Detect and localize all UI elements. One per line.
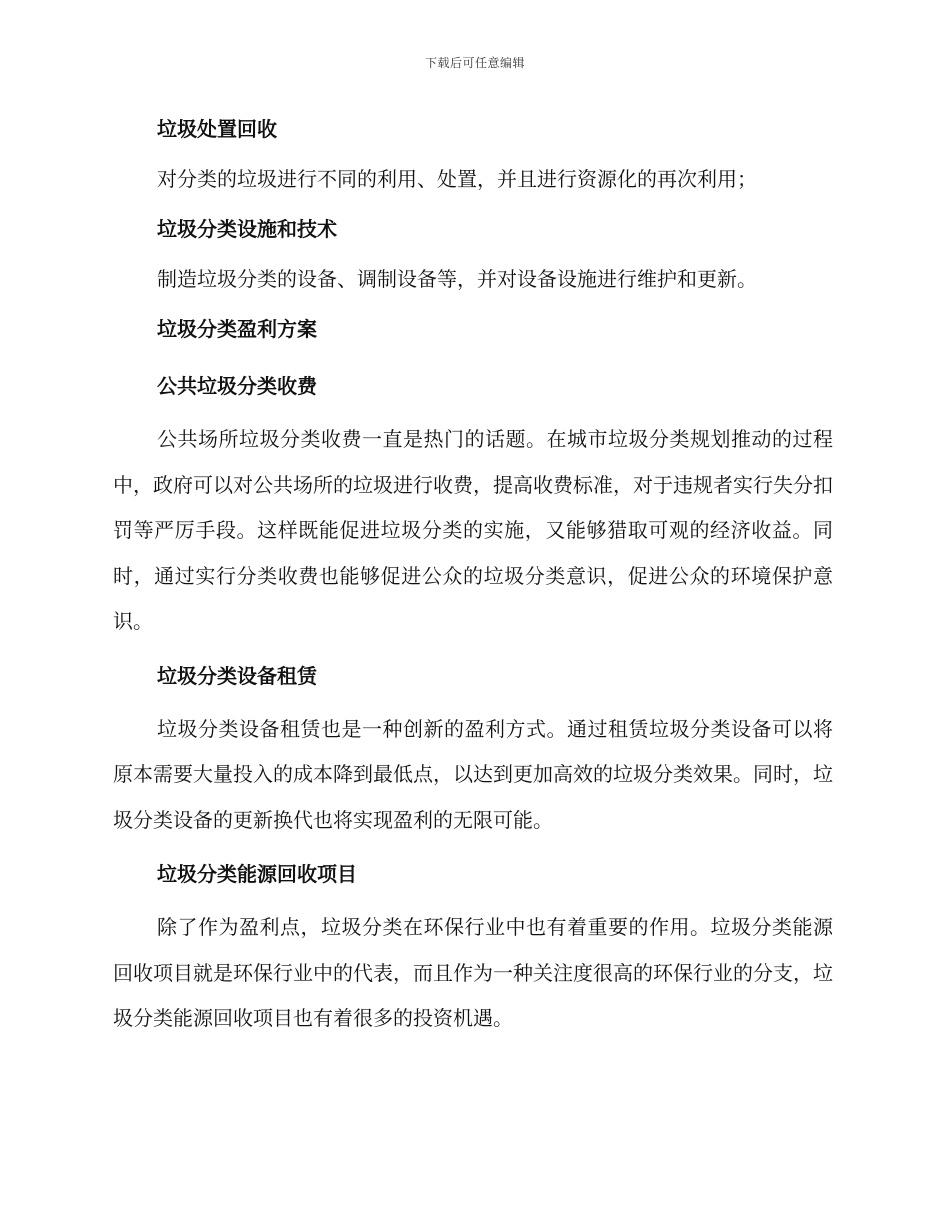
section-text: 对分类的垃圾进行不同的利用、处置，并且进行资源化的再次利用；: [157, 167, 757, 191]
section-heading: 垃圾处置回收: [157, 117, 277, 141]
section-heading: 垃圾分类设备租赁: [157, 663, 317, 688]
page-header: 下载后可任意编辑: [424, 56, 525, 70]
section-text: 制造垃圾分类的设备、调制设备等，并对设备设施进行维护和更新。: [157, 267, 757, 291]
section-heading: 公共垃圾分类收费: [157, 374, 317, 398]
section-paragraph: 除了作为盈利点，垃圾分类在环保行业中也有着重要的作用。垃圾分类能源回收项目就是环保行业中的代表，而且作为一种关注度很高的环保行业的分支，垃圾分类能源回收项目也有着很多的投资机遇。: [113, 915, 833, 1030]
section-paragraph: 垃圾分类设备租赁也是一种创新的盈利方式。通过租赁垃圾分类设备可以将原本需要大量投入的成本降到最低点，以达到更加高效的垃圾分类效果。同时，垃圾分类设备的更新换代也将实现盈利的无限可能。: [113, 716, 833, 832]
document-body: [113, 108, 833, 1052]
section-heading: 垃圾分类设施和技术: [157, 217, 337, 241]
section-paragraph: 公共场所垃圾分类收费一直是热门的话题。在城市垃圾分类规划推动的过程中，政府可以对公共场所的垃圾进行收费，提高收费标准，对于违规者实行失分扣罚等严厉手段。这样既能促进垃圾分类的实施，又能够猎取可观的经济收益。同时，通过实行分类收费也能够促进公众的垃圾分类意识，促进公众的环境保护意识。: [113, 427, 833, 633]
section-heading: 垃圾分类盈利方案: [157, 317, 317, 341]
section-heading: 垃圾分类能源回收项目: [157, 862, 357, 886]
